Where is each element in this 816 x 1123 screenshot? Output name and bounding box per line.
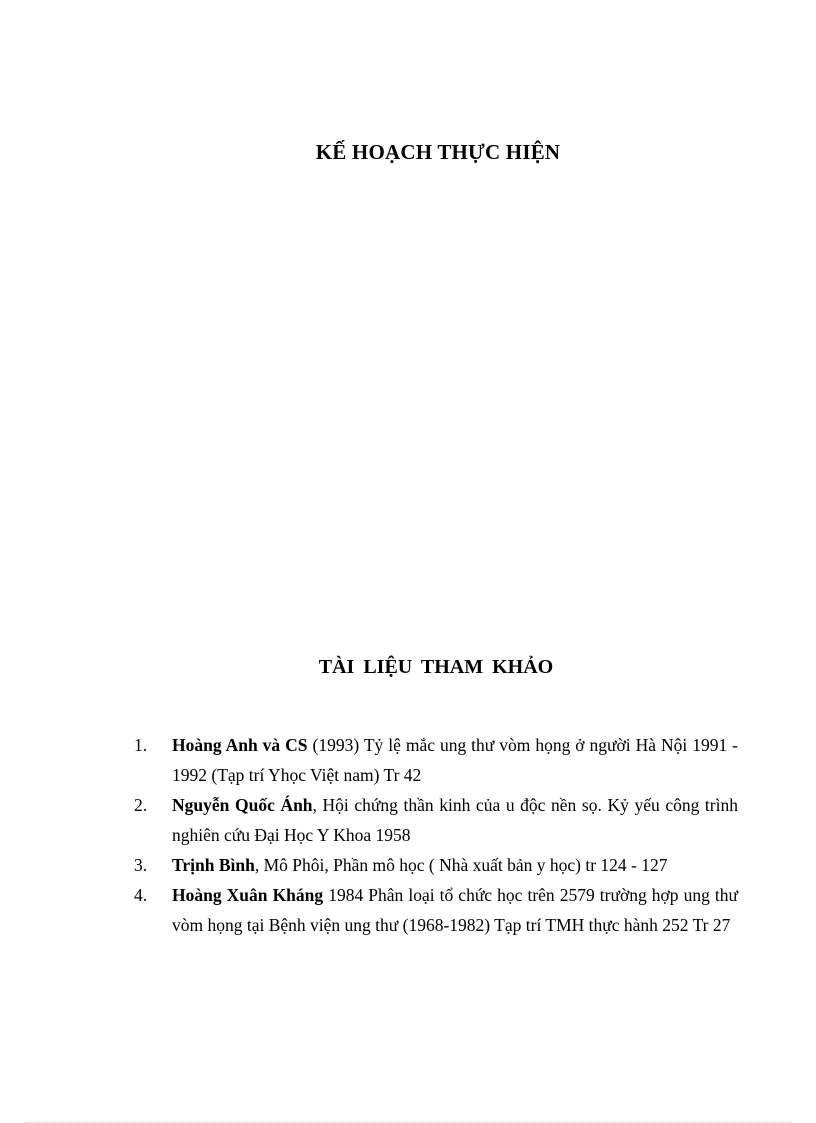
reference-number: 4. [134,885,148,905]
reference-item [0,880,738,940]
reference-author: Hoàng Anh và CS [172,735,308,755]
reference-number: 3. [134,855,148,875]
reference-text: (1993) Tỷ lệ mắc ung thư vòm họng ở người Hà Nội 1991 - 1992 (Tạp trí Yhọc Việt nam) Tr 42 [172,735,738,785]
reference-author: Nguyễn Quốc Ánh [172,795,313,815]
plan-title: KẾ HOẠCH THỰC HIỆN [315,140,561,164]
reference-text: , Mô Phôi, Phần mô học ( Nhà xuất bản y học) tr 124 - 127 [254,855,668,875]
reference-item [0,790,738,850]
references-title: TÀI LIỆU THAM KHẢO [318,656,554,678]
references-list [0,730,816,940]
reference-text: 1984 Phân loại tổ chức học trên 2579 trường hợp ung thư vòm họng tại Bệnh viện ung thư (1968-1982) Tạp trí TMH thực hành 252 Tr 27 [172,885,738,935]
reference-number: 1. [134,735,148,755]
reference-author: Hoàng Xuân Kháng [172,885,324,905]
reference-text: , Hội chứng thần kinh của u độc nền sọ. Kỷ yếu công trình nghiên cứu Đại Học Y Khoa 1958 [172,795,738,845]
reference-item [0,850,738,880]
reference-number: 2. [134,795,148,815]
reference-author: Trịnh Bình [172,855,255,875]
reference-item [0,730,738,790]
